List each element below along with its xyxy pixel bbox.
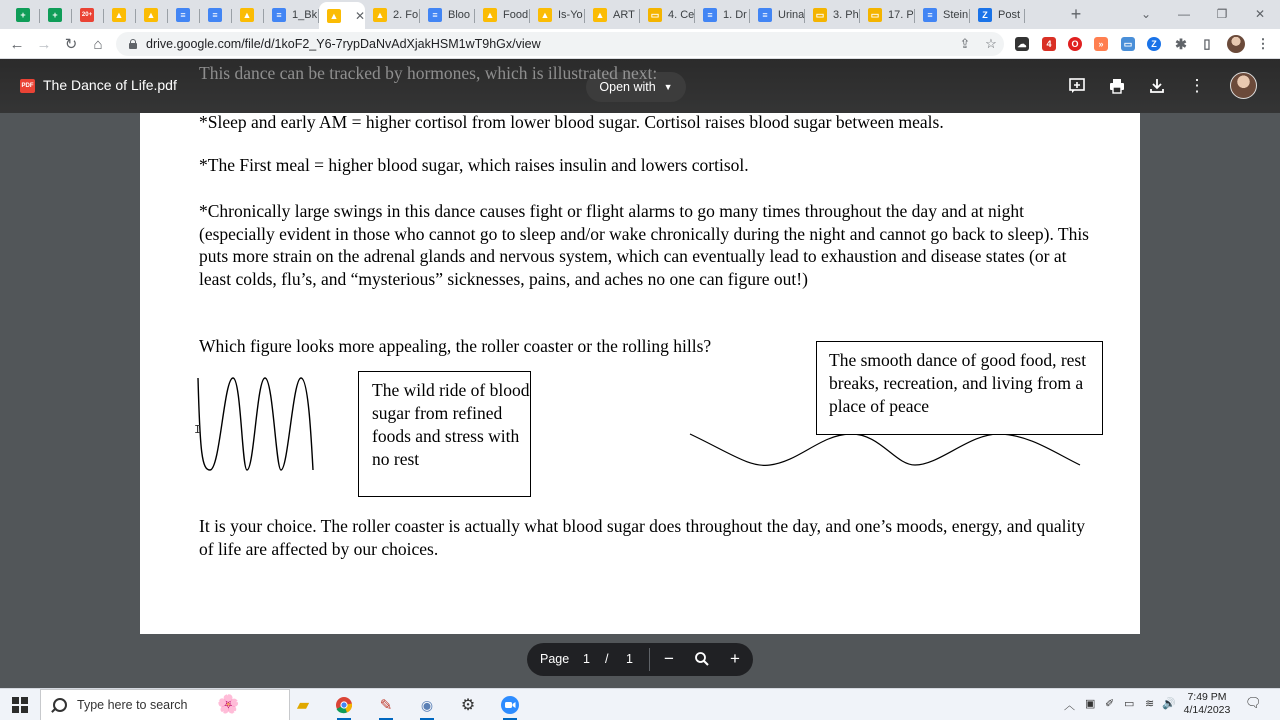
google-drive-icon: ▲ xyxy=(112,8,126,22)
extension-arrow-icon[interactable]: » xyxy=(1094,37,1108,51)
browser-tab[interactable] xyxy=(136,3,168,27)
windows-start-icon[interactable] xyxy=(12,697,28,713)
search-placeholder: Type here to search xyxy=(77,698,188,712)
flower-art-icon: 🌸 xyxy=(217,694,240,714)
extension-opera-icon[interactable]: O xyxy=(1068,37,1082,51)
profile-avatar[interactable] xyxy=(1227,35,1245,53)
tab-title: 17. P xyxy=(888,9,914,21)
wifi-icon[interactable]: ≋ xyxy=(1145,698,1155,710)
google-sheets-icon: + xyxy=(16,8,30,22)
google-docs-icon: ≡ xyxy=(758,8,772,22)
google-slides-icon: ▭ xyxy=(868,8,882,22)
pen-app-icon[interactable]: ✎ xyxy=(375,694,397,716)
browser-tab[interactable] xyxy=(200,3,232,27)
text-cursor-icon: I xyxy=(194,423,202,437)
browser-tab[interactable] xyxy=(915,3,970,27)
tray-device-icon[interactable]: ▣ xyxy=(1085,698,1096,710)
tab-title: Is-Yo xyxy=(558,9,583,21)
side-panel-icon[interactable]: ▯ xyxy=(1203,36,1211,51)
page-label: Page xyxy=(540,652,570,666)
clock-time: 7:49 PM xyxy=(1187,691,1227,703)
browser-tab[interactable] xyxy=(640,3,695,27)
roller-coaster-curve xyxy=(198,378,313,470)
new-tab-button[interactable]: + xyxy=(1070,3,1082,24)
google-docs-icon: ≡ xyxy=(208,8,222,22)
tab-title: Food xyxy=(503,9,529,21)
browser-tab[interactable] xyxy=(40,3,72,27)
close-tab-icon[interactable]: ✕ xyxy=(355,8,365,23)
tab-title: 1_Bk xyxy=(292,9,318,21)
document-title: The Dance of Life.pdf xyxy=(43,77,177,93)
print-icon[interactable] xyxy=(1106,75,1128,97)
extension-screen-icon[interactable]: ▭ xyxy=(1121,37,1135,51)
close-window-button[interactable]: ✕ xyxy=(1254,7,1266,21)
zoom-out-icon[interactable]: − xyxy=(664,649,674,668)
file-explorer-icon[interactable]: ▰ xyxy=(296,697,310,714)
google-docs-icon: ≡ xyxy=(428,8,442,22)
partial-line-text: This dance can be tracked by hormones, which is illustrated next: xyxy=(199,63,658,83)
back-button[interactable]: ← xyxy=(9,35,25,53)
extension-cloud-icon[interactable]: ☁ xyxy=(1015,37,1029,51)
address-bar[interactable] xyxy=(116,32,1004,56)
browser-tab[interactable] xyxy=(585,3,640,27)
google-drive-icon: ▲ xyxy=(144,8,158,22)
google-drive-icon: ▲ xyxy=(538,8,552,22)
browser-tab[interactable] xyxy=(970,3,1025,27)
browser-tab[interactable] xyxy=(72,3,104,27)
browser-tab[interactable] xyxy=(475,3,530,27)
share-icon[interactable]: ⇪ xyxy=(959,36,971,51)
paragraph-chronic-swings: *Chronically large swings in this dance causes fight or flight alarms to go many times throughout the day and at night (especially evident in those who cannot go to sleep and/or wake chronically during the night and cannot go back to sleep). This puts more strain on the adrenal glands and nervous system, which can eventually lead to exhaustion and disease states (or at least colds, flu’s, and “mysterious” sicknesses, pains, and aches no one can figure out!) xyxy=(199,201,1089,289)
tray-overflow-icon[interactable]: ︿ xyxy=(1064,700,1075,712)
google-slides-icon: ▭ xyxy=(648,8,662,22)
tab-title: 3. Ph xyxy=(833,9,859,21)
camera-app-icon[interactable]: ◉ xyxy=(416,694,438,716)
google-docs-icon: ≡ xyxy=(272,8,286,22)
bookmark-star-icon[interactable]: ☆ xyxy=(985,36,997,51)
browser-tab[interactable] xyxy=(104,3,136,27)
volume-icon[interactable]: 🔊 xyxy=(1162,698,1176,710)
browser-tab[interactable] xyxy=(319,2,365,29)
minimize-button[interactable]: — xyxy=(1178,7,1190,21)
extension-zoho-icon[interactable]: Z xyxy=(1147,37,1161,51)
tab-title: 1. Dr xyxy=(723,9,747,21)
forward-button[interactable]: → xyxy=(36,35,52,53)
extensions-puzzle-icon[interactable]: ✱ xyxy=(1175,35,1187,52)
question-text: Which figure looks more appealing, the roller coaster or the rolling hills? xyxy=(199,336,712,356)
browser-tab[interactable] xyxy=(420,3,475,27)
browser-tab[interactable] xyxy=(168,3,200,27)
browser-tab[interactable] xyxy=(805,3,860,27)
clock-date: 4/14/2023 xyxy=(1183,704,1231,716)
paragraph-first-meal: *The First meal = higher blood sugar, which raises insulin and lowers cortisol. xyxy=(199,155,749,175)
pdf-page xyxy=(140,113,1140,634)
chrome-menu-icon[interactable]: ⋮ xyxy=(1256,36,1270,51)
google-drive-icon: ▲ xyxy=(240,8,254,22)
extension-calendar-icon[interactable]: 4 xyxy=(1042,37,1056,51)
roller-coaster-caption-box: The wild ride of blood sugar from refined foods and stress with no rest xyxy=(358,371,531,497)
settings-gear-icon[interactable]: ⚙ xyxy=(460,697,476,714)
tab-title: Urina xyxy=(778,9,804,21)
add-comment-icon[interactable] xyxy=(1066,75,1088,97)
viewer-header xyxy=(0,59,1280,113)
conclusion-paragraph: It is your choice. The roller coaster is actually what blood sugar does throughout the day, and one’s moods, energy, and quality of life are affected by our choices. xyxy=(199,516,1085,559)
download-icon[interactable] xyxy=(1146,75,1168,97)
browser-tab[interactable] xyxy=(695,3,750,27)
zoom-magnifier-icon[interactable] xyxy=(692,649,712,669)
paragraph-cortisol: *Sleep and early AM = higher cortisol from lower blood sugar. Cortisol raises blood sugar between meals. xyxy=(199,112,944,132)
google-drive-icon: ▲ xyxy=(327,9,341,23)
gmail-icon: 20+ xyxy=(80,8,94,22)
dropdown-caret-icon: ▼ xyxy=(663,82,673,92)
browser-tab[interactable] xyxy=(8,3,40,27)
google-slides-icon: ▭ xyxy=(813,8,827,22)
browser-tab[interactable] xyxy=(530,3,585,27)
tab-title: 2. Fo xyxy=(393,9,419,21)
restore-button[interactable]: ❐ xyxy=(1216,7,1228,21)
google-drive-icon: ▲ xyxy=(483,8,497,22)
open-with-button[interactable] xyxy=(586,72,686,102)
google-drive-icon: ▲ xyxy=(593,8,607,22)
google-sheets-icon: + xyxy=(48,8,62,22)
taskbar-search-box[interactable] xyxy=(40,689,290,720)
home-button[interactable]: ⌂ xyxy=(93,35,103,53)
rolling-hills-caption-box: The smooth dance of good food, rest breaks, recreation, and living from a place of peace xyxy=(816,341,1103,435)
lock-icon[interactable] xyxy=(128,39,138,49)
google-drive-icon: ▲ xyxy=(373,8,387,22)
battery-icon[interactable]: ▭ xyxy=(1124,698,1135,710)
tab-separator xyxy=(1024,9,1025,23)
more-options-icon[interactable]: ⋮ xyxy=(1188,76,1206,95)
tab-title: Bloo xyxy=(448,9,471,21)
zoom-in-icon[interactable]: + xyxy=(730,649,740,668)
windows-taskbar xyxy=(0,688,1280,720)
nav-divider xyxy=(649,648,650,671)
pdf-file-icon: PDF xyxy=(20,79,35,93)
notifications-icon[interactable]: 🗨 xyxy=(1245,695,1262,710)
zoho-icon: Z xyxy=(978,8,992,22)
page-navigation xyxy=(527,643,753,676)
taskbar-clock[interactable] xyxy=(1180,691,1234,717)
page-separator: / xyxy=(605,652,609,666)
browser-tab[interactable] xyxy=(365,3,420,27)
tab-strip xyxy=(0,0,1280,29)
browser-tab[interactable] xyxy=(264,3,319,27)
tab-title: Post xyxy=(998,9,1021,21)
open-with-label: Open with xyxy=(599,80,656,94)
tray-pen-icon[interactable]: ✐ xyxy=(1105,698,1115,710)
zoom-app-icon[interactable] xyxy=(499,694,521,716)
browser-tab[interactable] xyxy=(750,3,805,27)
search-icon xyxy=(53,698,67,712)
current-page-input[interactable]: 1 xyxy=(583,652,590,666)
tab-title: 4. Ce xyxy=(668,9,694,21)
url-text[interactable]: drive.google.com/file/d/1koF2_Y6-7rypDaNvAdXjakHSM1wT9hGx/view xyxy=(146,37,541,51)
reload-button[interactable]: ↻ xyxy=(64,36,78,53)
google-docs-icon: ≡ xyxy=(703,8,717,22)
browser-toolbar xyxy=(0,29,1280,59)
tab-title: Stein xyxy=(943,9,969,21)
browser-tab[interactable] xyxy=(232,3,264,27)
google-docs-icon: ≡ xyxy=(176,8,190,22)
chrome-app-icon[interactable] xyxy=(333,694,355,716)
total-pages: 1 xyxy=(626,652,633,666)
rolling-hills-curve xyxy=(690,434,1080,465)
tab-search-icon[interactable]: ⌄ xyxy=(1140,7,1152,21)
browser-tab[interactable] xyxy=(860,3,915,27)
tab-title: ART xyxy=(613,9,635,21)
account-avatar[interactable] xyxy=(1230,72,1257,99)
google-docs-icon: ≡ xyxy=(923,8,937,22)
